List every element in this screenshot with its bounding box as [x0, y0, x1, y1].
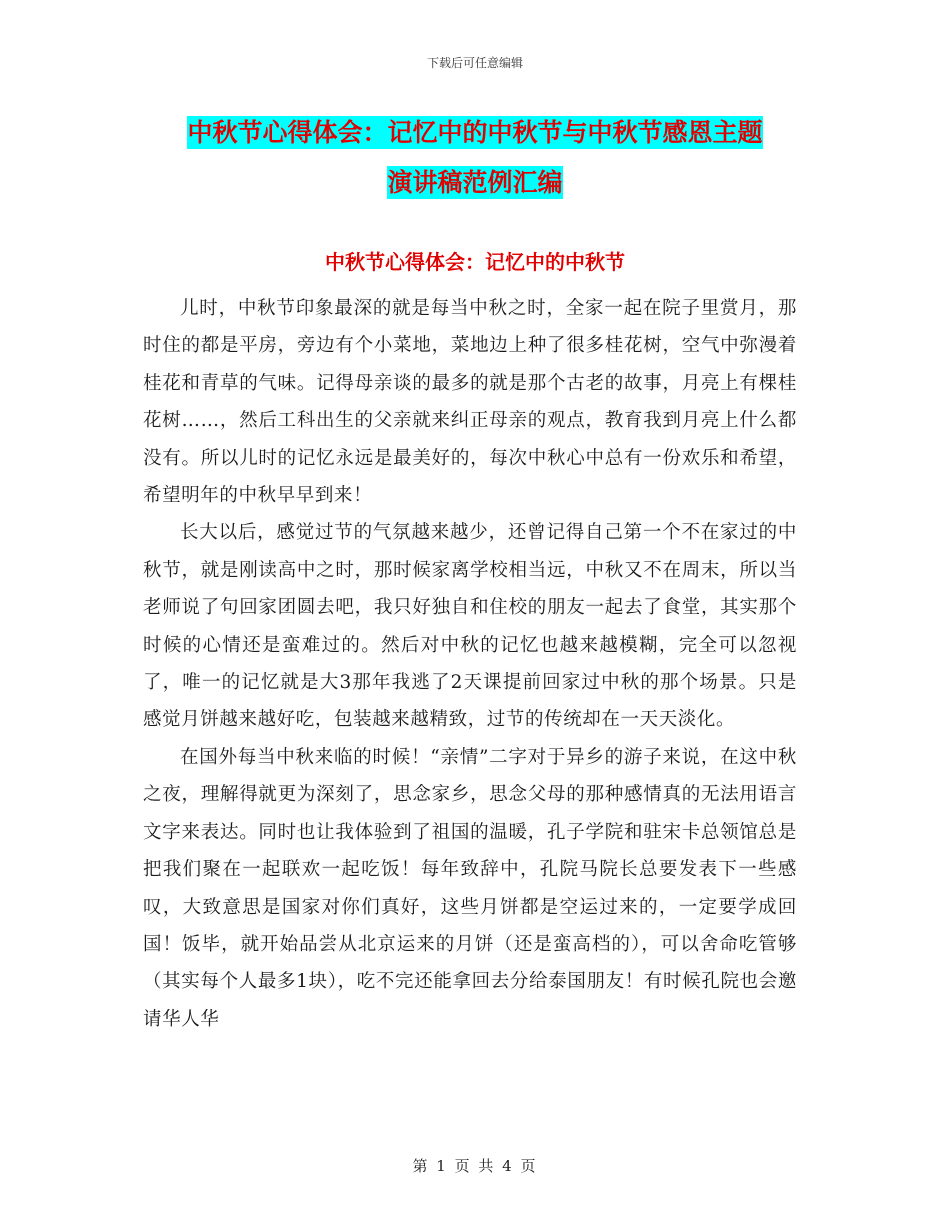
- page-footer-number: 第 1 页 共 4 页: [412, 1157, 538, 1175]
- paragraph-1: 儿时，中秋节印象最深的就是每当中秋之时，全家一起在院子里赏月，那时住的都是平房，旁边有个小菜地，菜地边上种了很多桂花树，空气中弥漫着桂花和青草的气味。记得母亲谈的最多的就是那个古老的故事，月亮上有棵桂花树……，然后工科出生的父亲就来纠正母亲的观点，教育我到月亮上什么都没有。所以儿时的记忆永远是最美好的，每次中秋心中总有一份欢乐和希望，希望明年的中秋早早到来！: [143, 298, 797, 507]
- paragraph-2: 长大以后，感觉过节的气氛越来越少，还曾记得自己第一个不在家过的中秋节，就是刚读高中之时，那时候家离学校相当远，中秋又不在周末，所以当老师说了句回家团圆去吧，我只好独自和住校的朋友一起去了食堂，其实那个时候的心情还是蛮难过的。然后对中秋的记忆也越来越模糊，完全可以忽视了，唯一的记忆就是大3那年我逃了2天课提前回家过中秋的那个场景。只是感觉月饼越来越好吃，包装越来越精致，过节的传统却在一天天淡化。: [143, 522, 797, 731]
- section-title: 中秋节心得体会：记忆中的中秋节: [325, 250, 625, 274]
- body-text: [143, 290, 797, 1038]
- paragraph-3: 在国外每当中秋来临的时候！“亲情”二字对于异乡的游子来说，在这中秋之夜，理解得就更为深刻了，思念家乡，思念父母的那种感情真的无法用语言文字来表达。同时也让我体验到了祖国的温暖，孔子学院和驻宋卡总领馆总是把我们聚在一起联欢一起吃饭！每年致辞中，孔院马院长总要发表下一些感叹，大致意思是国家对你们真好，这些月饼都是空运过来的，一定要学成回国！饭毕，就开始品尝从北京运来的月饼（还是蛮高档的），可以舍命吃管够（其实每个人最多1块），吃不完还能拿回去分给泰国朋友！有时候孔院也会邀请华人华: [143, 746, 797, 1030]
- document-title-line1: 中秋节心得体会：记忆中的中秋节与中秋节感恩主题: [187, 118, 763, 147]
- page-header-note: 下载后可任意编辑: [426, 56, 523, 70]
- document-title-line2: 演讲稿范例汇编: [387, 168, 563, 197]
- document-title: [0, 108, 950, 208]
